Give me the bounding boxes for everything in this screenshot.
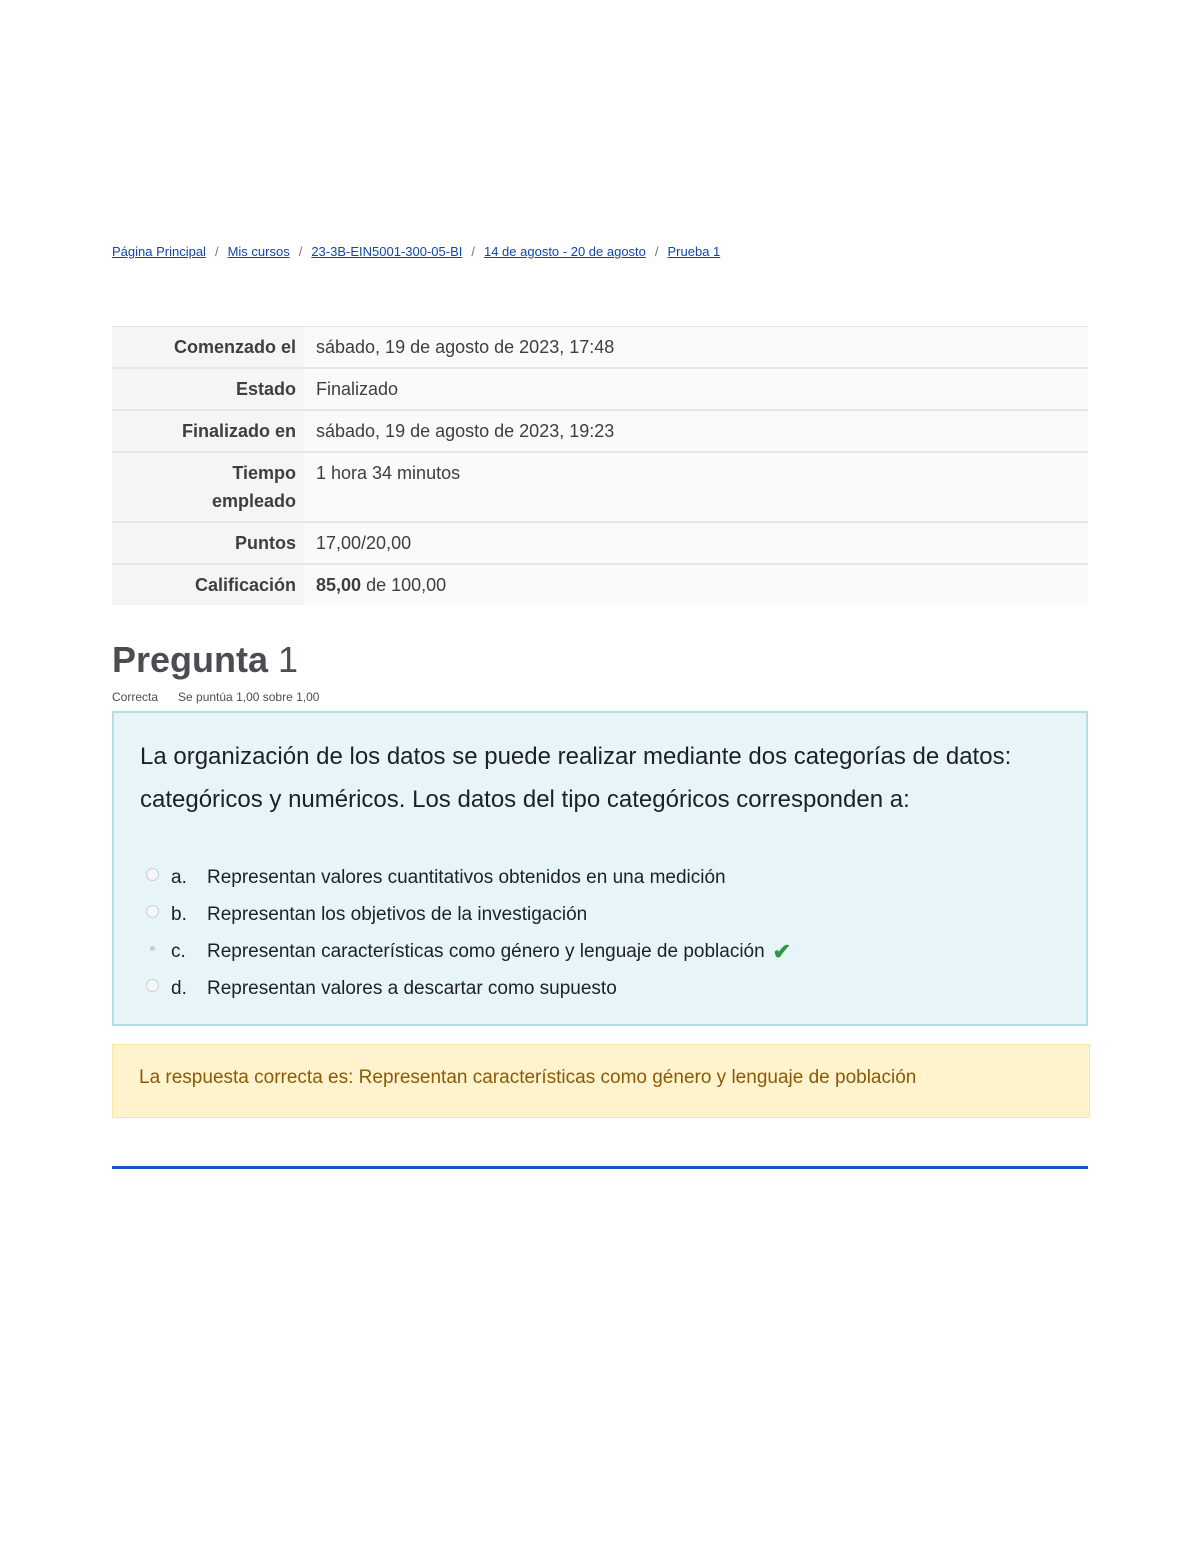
answer-letter: c. xyxy=(171,940,186,962)
summary-label: Comenzado el xyxy=(112,327,304,369)
question-score: Se puntúa 1,00 sobre 1,00 xyxy=(178,690,320,704)
question-text: La organización de los datos se puede realizar mediante dos categorías de datos: categóricos y numéricos. Los datos del tipo categóricos corresponden a: xyxy=(140,743,1012,813)
breadcrumb-week-link[interactable]: 14 de agosto - 20 de agosto xyxy=(483,244,646,259)
answer-list xyxy=(146,859,791,1007)
answer-option-b[interactable] xyxy=(146,896,791,933)
grade-max: de 100,00 xyxy=(366,575,447,595)
summary-value: sábado, 19 de agosto de 2023, 19:23 xyxy=(304,410,1088,452)
breadcrumb-separator: / xyxy=(471,244,475,259)
summary-value: sábado, 19 de agosto de 2023, 17:48 xyxy=(304,327,1088,369)
attempt-summary-table xyxy=(112,326,1088,605)
answer-text: Representan características como género y lenguaje de población xyxy=(207,940,765,962)
section-divider xyxy=(112,1166,1088,1169)
answer-option-a[interactable] xyxy=(146,859,791,896)
breadcrumb xyxy=(112,244,720,259)
breadcrumb-my-courses-link[interactable]: Mis cursos xyxy=(227,244,290,259)
summary-value-cell xyxy=(304,564,1088,605)
question-number: 1 xyxy=(278,639,299,680)
summary-row-state xyxy=(112,368,1088,410)
answer-letter: d. xyxy=(171,977,187,999)
answer-option-c[interactable] xyxy=(146,933,791,970)
answer-letter: a. xyxy=(171,866,187,888)
summary-value: 1 hora 34 minutos xyxy=(304,452,1088,522)
summary-label: Calificación xyxy=(112,564,304,605)
breadcrumb-home-link[interactable]: Página Principal xyxy=(112,244,206,259)
breadcrumb-separator: / xyxy=(298,244,303,259)
radio-button[interactable] xyxy=(146,868,159,881)
radio-button-selected[interactable] xyxy=(146,942,159,955)
breadcrumb-course-link[interactable]: 23-3B-EIN5001-300-05-BI xyxy=(311,244,463,259)
summary-row-points xyxy=(112,522,1088,564)
question-content xyxy=(112,711,1088,1026)
summary-label-cell xyxy=(112,452,304,522)
answer-letter: b. xyxy=(171,903,187,925)
summary-row-started xyxy=(112,327,1088,369)
summary-value: Finalizado xyxy=(304,368,1088,410)
answer-text: Representan los objetivos de la investigación xyxy=(207,903,588,925)
answer-option-d[interactable] xyxy=(146,970,791,1007)
check-icon: ✔ xyxy=(772,938,792,964)
answer-text: Representan valores a descartar como supuesto xyxy=(207,977,617,999)
question-status: Correcta xyxy=(112,690,159,704)
summary-label: Puntos xyxy=(112,522,304,564)
summary-label: Tiempo empleado xyxy=(211,463,296,511)
summary-row-time xyxy=(112,452,1088,522)
summary-value: 17,00/20,00 xyxy=(304,522,1088,564)
radio-button[interactable] xyxy=(146,905,159,918)
question-info xyxy=(112,690,319,704)
summary-label: Estado xyxy=(112,368,304,410)
radio-button[interactable] xyxy=(146,979,159,992)
question-title-word: Pregunta xyxy=(112,639,269,680)
breadcrumb-separator: / xyxy=(654,244,659,259)
summary-row-grade xyxy=(112,564,1088,605)
grade-value: 85,00 xyxy=(316,575,362,595)
summary-row-finished xyxy=(112,410,1088,452)
breadcrumb-quiz-link[interactable]: Prueba 1 xyxy=(667,244,721,259)
breadcrumb-separator: / xyxy=(214,244,219,259)
question-title xyxy=(112,636,298,684)
summary-label: Finalizado en xyxy=(112,410,304,452)
answer-text: Representan valores cuantitativos obtenidos en una medición xyxy=(207,866,726,888)
correct-answer-feedback: La respuesta correcta es: Representan características como género y lenguaje de población xyxy=(112,1044,1090,1118)
